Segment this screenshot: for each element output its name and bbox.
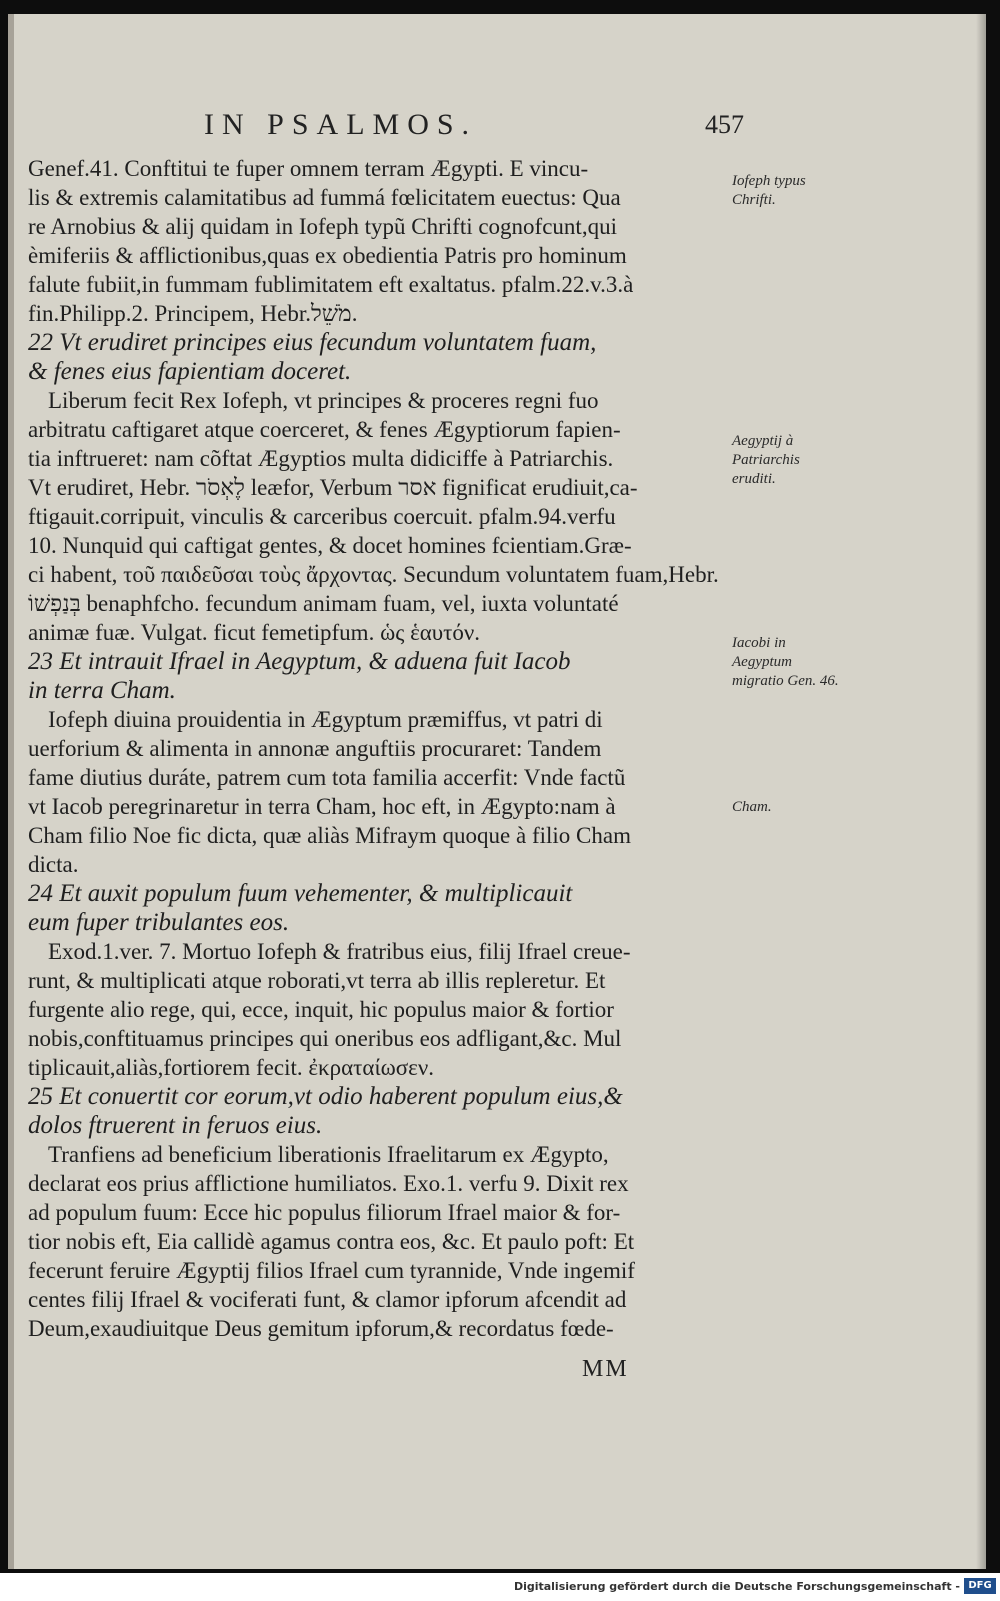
catchword: MM bbox=[582, 1356, 629, 1382]
footer-credit: Digitalisierung gefördert durch die Deutsche Forschungsgemeinschaft - bbox=[513, 1580, 960, 1593]
text-line: Exod.1.ver. 7. Mortuo Iofeph & fratribus eius, filij Ifrael creue- bbox=[48, 939, 631, 964]
main-text bbox=[28, 154, 748, 1343]
text-line: declarat eos prius afflictione humiliatos. Exo.1. verfu 9. Dixit rex bbox=[28, 1171, 629, 1196]
text-line: fin.Philipp.2. Principem, Hebr.מֹשֵׁל. bbox=[28, 301, 358, 326]
text-line: Genef.41. Conftitui te fuper omnem terram Ægypti. E vincu- bbox=[28, 156, 589, 181]
verse-line: eum fuper tribulantes eos. bbox=[28, 909, 290, 936]
text-line: vt Iacob peregrinaretur in terra Cham, hoc eft, in Ægypto:nam à bbox=[28, 794, 616, 819]
text-line: Tranfiens ad beneficium liberationis Ifraelitarum ex Ægypto, bbox=[48, 1142, 609, 1167]
text-line: ci habent, τοῦ παιδεῦσαι τοὺς ἄρχοντας. Secundum voluntatem fuam,Hebr. bbox=[28, 562, 719, 587]
dfg-logo-icon: DFG bbox=[964, 1578, 996, 1594]
text-line: Vt erudiret, Hebr. לֶאְסֹר leæfor, Verbum אסר fignificat erudiuit,ca- bbox=[28, 475, 638, 500]
margin-note-joseph: Iofeph typus Chrifti. bbox=[732, 173, 806, 208]
page-number: 457 bbox=[705, 110, 744, 139]
book-page bbox=[8, 14, 986, 1569]
verse-line: & fenes eius fapientiam doceret. bbox=[28, 358, 352, 385]
text-line: בְּנַפְשׁוֹ benaphfcho. fecundum animam fuam, vel, iuxta voluntaté bbox=[28, 591, 619, 616]
margin-note-cham: Cham. bbox=[732, 799, 772, 815]
verse-line: 23 Et intrauit Ifrael in Aegyptum, & aduena fuit Iacob bbox=[28, 648, 571, 675]
text-line: furgente alio rege, qui, ecce, inquit, hic populus maior & fortior bbox=[28, 997, 614, 1022]
text-line: ad populum fuum: Ecce hic populus filiorum Ifrael maior & for- bbox=[28, 1200, 621, 1225]
verse-line: 24 Et auxit populum fuum vehementer, & multiplicauit bbox=[28, 880, 573, 907]
text-line: fecerunt feruire Ægyptij filios Ifrael cum tyrannide, Vnde ingemif bbox=[28, 1258, 635, 1283]
text-line: centes filij Ifrael & vociferati funt, & clamor ipforum afcendit ad bbox=[28, 1287, 627, 1312]
text-line: Deum,exaudiuitque Deus gemitum ipforum,& recordatus fœde- bbox=[28, 1316, 614, 1341]
text-line: arbitratu caftigaret atque coerceret, & fenes Ægyptiorum fapien- bbox=[28, 417, 621, 442]
text-line: re Arnobius & alij quidam in Iofeph typũ Chrifti cognofcunt,qui bbox=[28, 214, 617, 239]
text-line: Liberum fecit Rex Iofeph, vt principes & proceres regni fuo bbox=[48, 388, 599, 413]
text-line: falute fubiit,in fummam fublimitatem eft exaltatus. pfalm.22.v.3.à bbox=[28, 272, 634, 297]
text-line: fame diutius duráte, patrem cum tota familia accerfit: Vnde factũ bbox=[28, 765, 626, 790]
text-line: ftigauit.corripuit, vinculis & carceribus coercuit. pfalm.94.verfu bbox=[28, 504, 616, 529]
text-line: lis & extremis calamitatibus ad fummá fœlicitatem euectus: Qua bbox=[28, 185, 621, 210]
page-header bbox=[204, 108, 744, 148]
margin-note-aegyptii: Aegyptij à Patriarchis eruditi. bbox=[732, 433, 800, 487]
text-line: èmiferiis & afflictionibus,quas ex obedientia Patris pro hominum bbox=[28, 243, 627, 268]
text-line: animæ fuæ. Vulgat. ficut femetipfum. ὡς ἑαυτόν. bbox=[28, 620, 481, 645]
footer-bar bbox=[0, 1573, 1000, 1601]
text-line: dicta. bbox=[28, 852, 79, 877]
verse-line: in terra Cham. bbox=[28, 677, 176, 704]
running-head: IN PSALMOS. bbox=[204, 108, 478, 141]
text-line: 10. Nunquid qui caftigat gentes, & docet homines fcientiam.Græ- bbox=[28, 533, 632, 558]
text-line: Cham filio Noe fic dicta, quæ aliàs Mifraym quoque à filio Cham bbox=[28, 823, 631, 848]
text-line: tior nobis eft, Eia callidè agamus contra eos, &c. Et paulo poft: Et bbox=[28, 1229, 635, 1254]
verse-line: 25 Et conuertit cor eorum,vt odio haberent populum eius,& bbox=[28, 1083, 623, 1110]
text-line: runt, & multiplicati atque roborati,vt terra ab illis repleretur. Et bbox=[28, 968, 606, 993]
text-line: nobis,conftituamus principes qui oneribus eos adfligant,&c. Mul bbox=[28, 1026, 622, 1051]
verse-line: 22 Vt erudiret principes eius fecundum voluntatem fuam, bbox=[28, 329, 597, 356]
text-line: uerforium & alimenta in annonæ anguftiis procuraret: Tandem bbox=[28, 736, 602, 761]
text-line: tia inftrueret: nam cõftat Ægyptios multa didiciffe à Patriarchis. bbox=[28, 446, 614, 471]
text-line: Iofeph diuina prouidentia in Ægyptum præmiffus, vt patri di bbox=[48, 707, 603, 732]
margin-note-iacobi: Iacobi in Aegyptum migratio Gen. 46. bbox=[732, 635, 839, 689]
verse-line: dolos ftruerent in feruos eius. bbox=[28, 1112, 323, 1139]
text-line: tiplicauit,aliàs,fortiorem fecit. ἐκραταίωσεν. bbox=[28, 1055, 434, 1080]
